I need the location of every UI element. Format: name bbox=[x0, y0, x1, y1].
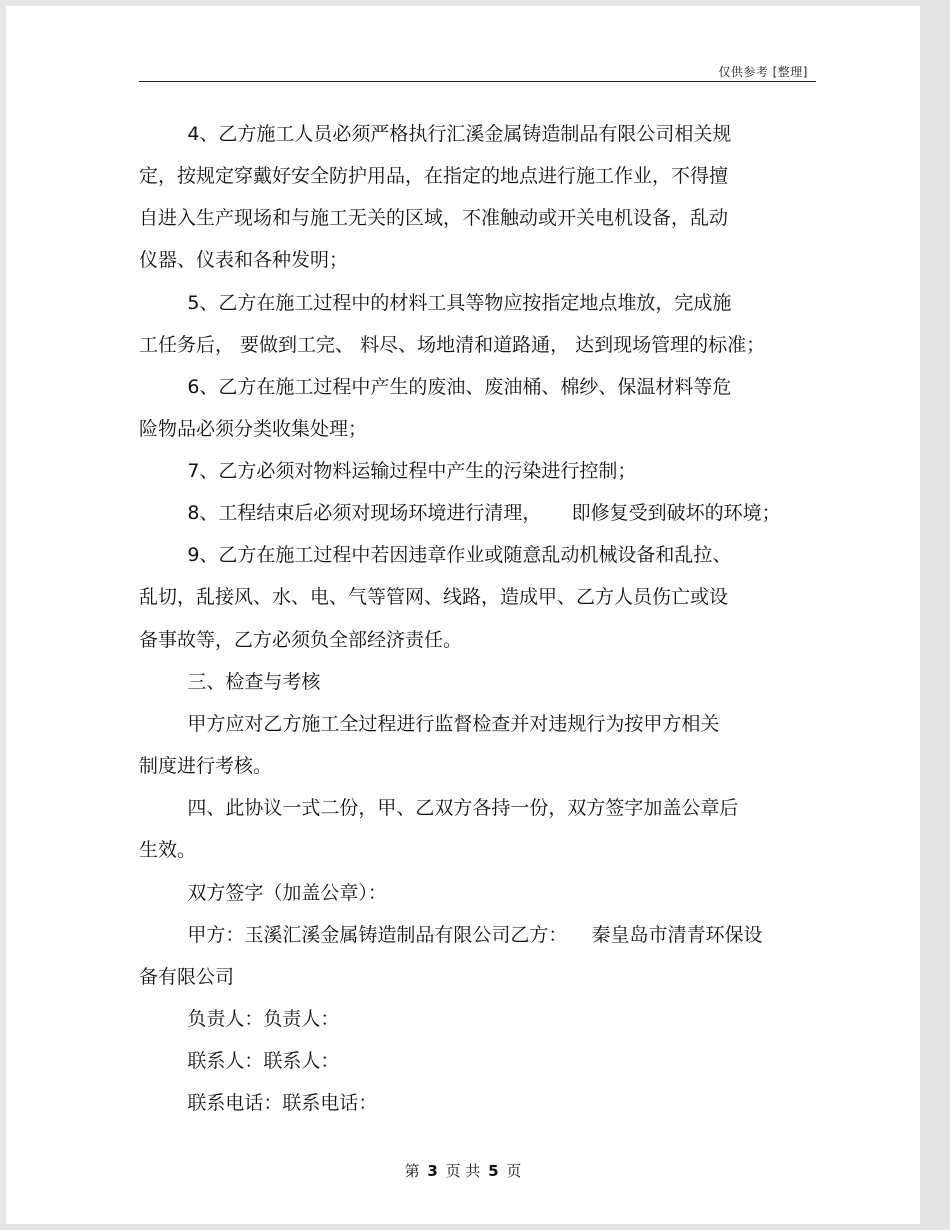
text-line: 双方签字（加盖公章）： bbox=[139, 882, 387, 904]
text-line: 自进入生产现场和与施工无关的区域，不准触动或开关电机设备，乱动 bbox=[139, 207, 729, 229]
text-line: 险物品必须分类收集处理； bbox=[139, 418, 368, 440]
current-page-number: 3 bbox=[427, 1162, 438, 1180]
text-line: 备有限公司 bbox=[139, 966, 235, 988]
text-line: 甲方：玉溪汇溪金属铸造制品有限公司乙方： 秦皇岛市清青环保设 bbox=[139, 924, 763, 946]
text-line: 四、此协议一式二份，甲、乙双方各持一份，双方签字加盖公章后 bbox=[139, 797, 739, 819]
text-line: 6、乙方在施工过程中产生的废油、废油桶、棉纱、保温材料等危 bbox=[139, 376, 732, 398]
text-line: 9、乙方在施工过程中若因违章作业或随意乱动机械设备和乱拉、 bbox=[139, 544, 732, 566]
footer-middle: 页 共 bbox=[445, 1162, 481, 1180]
document-page bbox=[6, 6, 920, 1224]
footer-prefix: 第 bbox=[404, 1162, 420, 1180]
text-line: 负责人：负责人： bbox=[139, 1008, 340, 1030]
text-line: 4、乙方施工人员必须严格执行汇溪金属铸造制品有限公司相关规 bbox=[139, 123, 732, 145]
text-line: 制度进行考核。 bbox=[139, 755, 273, 777]
text-line: 7、乙方必须对物料运输过程中产生的污染进行控制； bbox=[139, 460, 637, 482]
text-line: 仪器、仪表和各种发明； bbox=[139, 249, 349, 271]
text-line: 联系人：联系人： bbox=[139, 1050, 340, 1072]
text-line: 乱切，乱接风、水、电、气等管网、线路，造成甲、乙方人员伤亡或设 bbox=[139, 586, 729, 608]
text-line: 定，按规定穿戴好安全防护用品，在指定的地点进行施工作业，不得擅 bbox=[139, 165, 729, 187]
total-page-number: 5 bbox=[488, 1162, 499, 1180]
text-line: 生效。 bbox=[139, 839, 197, 861]
page-footer bbox=[6, 1160, 920, 1181]
header-divider bbox=[139, 81, 816, 82]
footer-suffix: 页 bbox=[506, 1162, 522, 1180]
text-line: 5、乙方在施工过程中的材料工具等物应按指定地点堆放，完成施 bbox=[139, 292, 732, 314]
text-line: 备事故等，乙方必须负全部经济责任。 bbox=[139, 629, 463, 651]
text-line: 8、工程结束后必须对现场环境进行清理， 即修复受到破坏的环境； bbox=[139, 502, 781, 524]
section-heading: 三、检查与考核 bbox=[139, 671, 321, 693]
text-line: 联系电话：联系电话： bbox=[139, 1092, 378, 1114]
header-label: 仅供参考 [整理] bbox=[718, 65, 808, 79]
text-line: 工任务后， 要做到工完、 料尽、场地清和道路通， 达到现场管理的标准； bbox=[139, 334, 766, 356]
text-line: 甲方应对乙方施工全过程进行监督检查并对违规行为按甲方相关 bbox=[139, 713, 720, 735]
